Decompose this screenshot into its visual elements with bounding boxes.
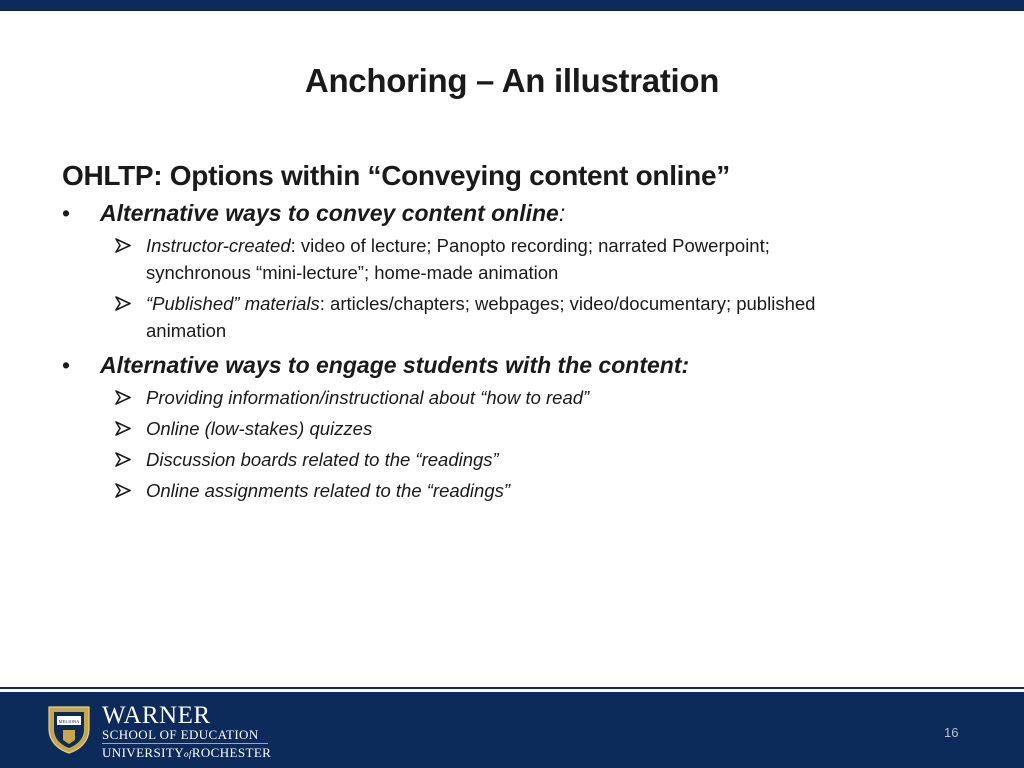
sub-item-text: : articles/chapters; webpages; video/documentary; published bbox=[319, 293, 816, 314]
logo-divider bbox=[102, 743, 268, 744]
sub-item-text: : video of lecture; Panopto recording; narrated Powerpoint; bbox=[290, 235, 770, 256]
sub-item-published-materials bbox=[62, 290, 962, 344]
sub-item-assignments bbox=[62, 477, 962, 504]
sub-item-lead: “Published” materials bbox=[146, 293, 320, 314]
seal-motto: MELIORA bbox=[58, 719, 80, 724]
sub-item-text-cont: animation bbox=[146, 320, 227, 341]
sub-item-lead: Instructor-created bbox=[146, 235, 291, 256]
footer-banner bbox=[0, 692, 1024, 768]
university-seal-icon bbox=[46, 703, 92, 755]
sub-item-instructor-created bbox=[62, 232, 962, 286]
arrow-bullet-icon bbox=[114, 232, 134, 259]
arrow-bullet-icon bbox=[114, 446, 134, 473]
logo-wordmark: WARNER bbox=[102, 702, 211, 729]
logo-university-b: ROCHESTER bbox=[191, 745, 272, 760]
arrow-bullet-icon bbox=[114, 290, 134, 317]
slide-title: Anchoring – An illustration bbox=[304, 62, 720, 99]
sub-item-text-cont: synchronous “mini-lecture”; home-made animation bbox=[146, 262, 559, 283]
bullet-convey-content bbox=[62, 198, 962, 228]
sub-item-text: Online (low-stakes) quizzes bbox=[146, 418, 373, 439]
sub-item-how-to-read bbox=[62, 384, 962, 411]
bullet-label: Alternative ways to engage students with the content bbox=[100, 352, 682, 378]
bullet-suffix: : bbox=[558, 200, 566, 226]
slide-body bbox=[62, 160, 962, 504]
bullet-engage-students bbox=[62, 350, 962, 380]
bullet-suffix: : bbox=[681, 352, 690, 378]
logo-university-a: UNIVERSITY bbox=[102, 745, 184, 760]
logo-school-name: SCHOOL OF EDUCATION bbox=[102, 727, 259, 742]
sub-item-quizzes bbox=[62, 415, 962, 442]
sub-item-text: Discussion boards related to the “readings” bbox=[146, 449, 499, 470]
section-heading: OHLTP: Options within “Conveying content online” bbox=[62, 160, 730, 191]
top-banner bbox=[0, 0, 1024, 11]
page-number: 16 bbox=[944, 725, 959, 740]
arrow-bullet-icon bbox=[114, 384, 134, 411]
arrow-bullet-icon bbox=[114, 477, 134, 504]
sub-item-discussion-boards bbox=[62, 446, 962, 473]
bullet-dot-icon: • bbox=[62, 352, 71, 378]
logo-university-name bbox=[102, 745, 271, 761]
sub-item-text: Online assignments related to the “readings” bbox=[146, 480, 511, 501]
footer-rule bbox=[0, 687, 1024, 689]
sub-item-text: Providing information/instructional about “how to read” bbox=[146, 387, 590, 408]
bullet-dot-icon: • bbox=[62, 200, 71, 226]
logo-university-of: of bbox=[184, 749, 192, 759]
bullet-label: Alternative ways to convey content online bbox=[100, 200, 559, 226]
arrow-bullet-icon bbox=[114, 415, 134, 442]
